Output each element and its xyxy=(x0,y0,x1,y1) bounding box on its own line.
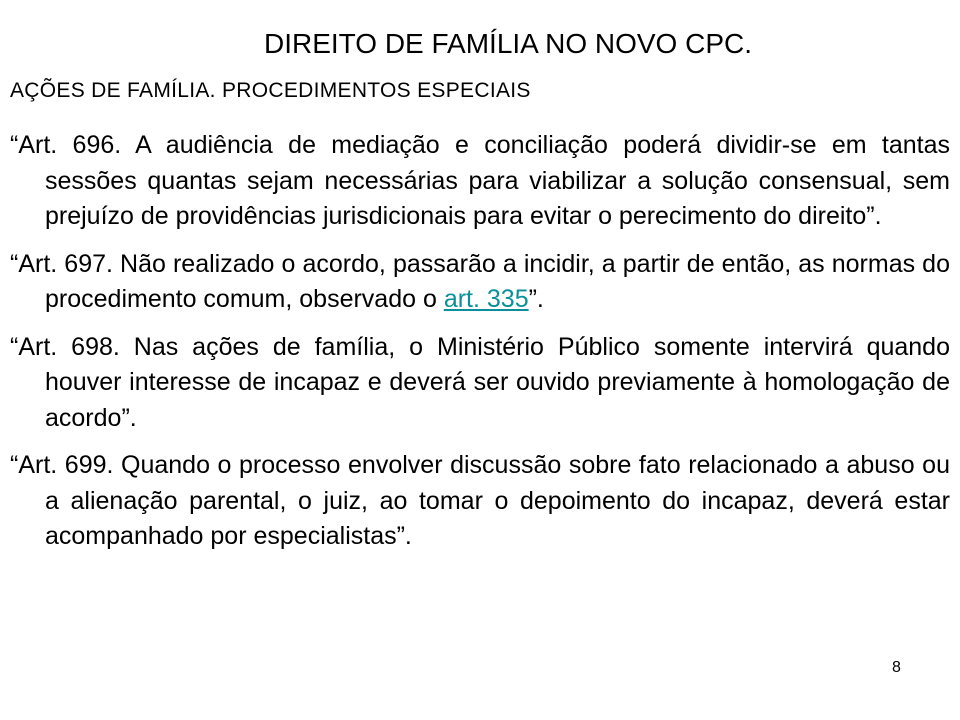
slide-subtitle: AÇÕES DE FAMÍLIA. PROCEDIMENTOS ESPECIAIS xyxy=(10,79,531,102)
article-699: “Art. 699. Quando o processo envolver discussão sobre fato relacionado a abuso ou a alienação parental, o juiz, ao tomar o depoimento do incapaz, deverá estar acompanhado por especialistas”. xyxy=(10,451,950,550)
articles-list xyxy=(10,128,950,567)
art-335-link[interactable]: art. 335 xyxy=(443,285,529,313)
article-698: “Art. 698. Nas ações de família, o Ministério Público somente intervirá quando houver interesse de incapaz e deverá ser ouvido previamente à homologação de acordo”. xyxy=(10,332,950,432)
article-697 xyxy=(10,247,950,318)
slide-title: DIREITO DE FAMÍLIA NO NOVO CPC. xyxy=(263,28,753,59)
article-697-end: ”. xyxy=(528,285,544,313)
article-697-text: “Art. 697. Não realizado o acordo, passarão a incidir, a partir de então, as normas do procedimento comum, observado o xyxy=(10,249,950,313)
article-696: “Art. 696. A audiência de mediação e conciliação poderá dividir-se em tantas sessões quantas sejam necessárias para viabilizar a solução consensual, sem prejuízo de providências jurisdicionais para evitar o perecimento do direito”. xyxy=(10,131,950,230)
page-number: 8 xyxy=(892,659,901,676)
